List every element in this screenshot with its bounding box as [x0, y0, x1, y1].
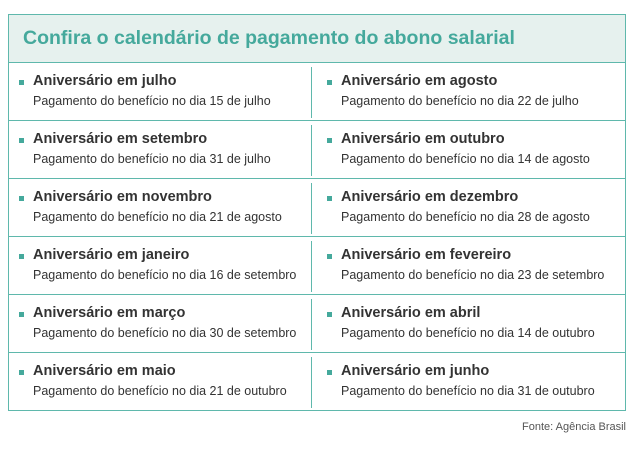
column-divider [311, 299, 312, 350]
title-bar [9, 15, 625, 63]
bullet-icon [19, 370, 24, 375]
birth-month-heading: Aniversário em setembro [33, 131, 208, 147]
bullet-icon [19, 196, 24, 201]
birth-month-heading: Aniversário em abril [341, 305, 481, 321]
payment-date-text: Pagamento do benefício no dia 28 de agosto [341, 210, 590, 224]
calendar-row [9, 353, 625, 411]
birth-month-heading: Aniversário em maio [33, 363, 176, 379]
column-divider [311, 357, 312, 408]
bullet-icon [327, 196, 332, 201]
calendar-row [9, 237, 625, 295]
payment-date-text: Pagamento do benefício no dia 31 de julho [33, 152, 271, 166]
payment-date-text: Pagamento do benefício no dia 31 de outubro [341, 384, 595, 398]
calendar-entry [317, 353, 625, 410]
birth-month-heading: Aniversário em agosto [341, 73, 498, 89]
column-divider [311, 67, 312, 118]
birth-month-heading: Aniversário em fevereiro [341, 247, 512, 263]
calendar-row [9, 295, 625, 353]
bullet-icon [327, 138, 332, 143]
calendar-entry [9, 295, 309, 352]
column-divider [311, 125, 312, 176]
payment-date-text: Pagamento do benefício no dia 14 de agosto [341, 152, 590, 166]
column-divider [311, 183, 312, 234]
birth-month-heading: Aniversário em outubro [341, 131, 505, 147]
birth-month-heading: Aniversário em julho [33, 73, 177, 89]
payment-date-text: Pagamento do benefício no dia 23 de setembro [341, 268, 605, 282]
calendar-row [9, 121, 625, 179]
calendar-row [9, 179, 625, 237]
payment-date-text: Pagamento do benefício no dia 16 de setembro [33, 268, 297, 282]
payment-date-text: Pagamento do benefício no dia 30 de setembro [33, 326, 297, 340]
payment-date-text: Pagamento do benefício no dia 21 de outubro [33, 384, 287, 398]
bullet-icon [19, 254, 24, 259]
birth-month-heading: Aniversário em janeiro [33, 247, 190, 263]
bullet-icon [19, 312, 24, 317]
calendar-entry [317, 237, 625, 294]
birth-month-heading: Aniversário em março [33, 305, 186, 321]
calendar-entry [9, 63, 309, 120]
bullet-icon [327, 254, 332, 259]
birth-month-heading: Aniversário em dezembro [341, 189, 519, 205]
column-divider [311, 241, 312, 292]
source-credit: Fonte: Agência Brasil [522, 421, 626, 433]
calendar-entry [317, 63, 625, 120]
payment-date-text: Pagamento do benefício no dia 22 de julho [341, 94, 579, 108]
calendar-entry [317, 295, 625, 352]
calendar-entry [9, 121, 309, 178]
calendar-grid [9, 63, 625, 411]
page-title: Confira o calendário de pagamento do abono salarial [23, 27, 515, 49]
bullet-icon [327, 370, 332, 375]
payment-date-text: Pagamento do benefício no dia 15 de julho [33, 94, 271, 108]
calendar-entry [9, 179, 309, 236]
birth-month-heading: Aniversário em junho [341, 363, 490, 379]
calendar-row [9, 63, 625, 121]
bullet-icon [327, 312, 332, 317]
bullet-icon [19, 138, 24, 143]
calendar-entry [317, 121, 625, 178]
payment-date-text: Pagamento do benefício no dia 14 de outubro [341, 326, 595, 340]
calendar-entry [317, 179, 625, 236]
calendar-entry [9, 237, 309, 294]
payment-calendar-card [8, 14, 626, 411]
bullet-icon [19, 80, 24, 85]
calendar-entry [9, 353, 309, 410]
bullet-icon [327, 80, 332, 85]
payment-date-text: Pagamento do benefício no dia 21 de agosto [33, 210, 282, 224]
birth-month-heading: Aniversário em novembro [33, 189, 212, 205]
